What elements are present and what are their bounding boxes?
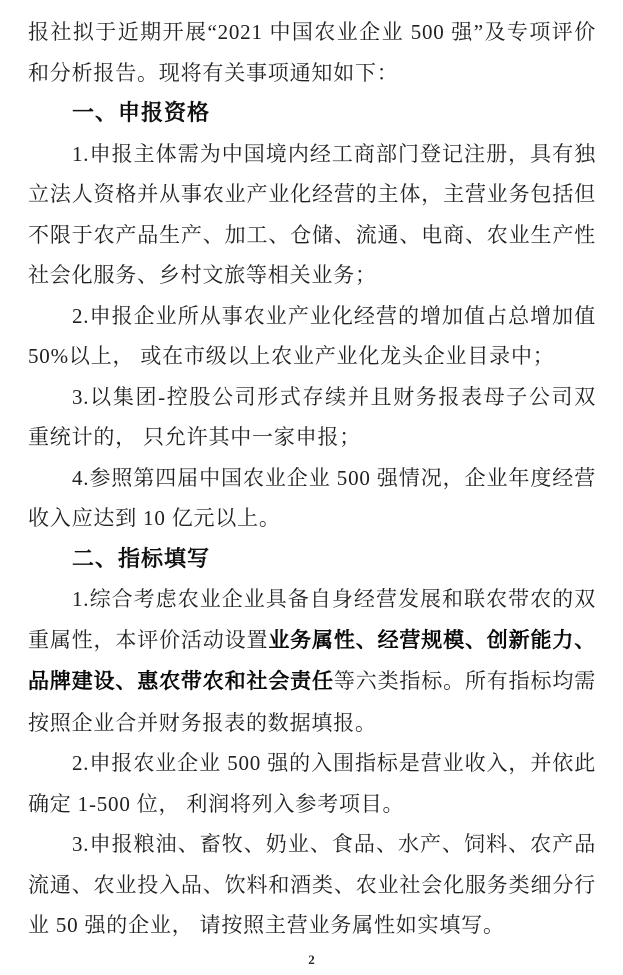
- section-2-item-1-post: 等六类指标。所有指标均需按照企业合并财务报表的数据填报。: [28, 669, 596, 735]
- paragraph-intro-continuation: 报社拟于近期开展“2021 中国农业企业 500 强”及专项评价和分析报告。现将有关事项通知如下：: [28, 20, 596, 85]
- section-2-heading: 二、指标填写: [72, 545, 211, 571]
- section-1-item-2: 2.申报企业所从事农业产业化经营的增加值占总增加值 50%以上， 或在市级以上农业产业化龙头企业目录中；: [28, 303, 596, 368]
- section-2-item-1: [28, 579, 596, 743]
- section-2-item-3: 3.申报粮油、畜牧、奶业、食品、水产、饲料、农产品流通、农业投入品、饮料和酒类、农业社会化服务类细分行业 50 强的企业， 请按照主营业务属性如实填写。: [28, 832, 596, 937]
- section-1-heading: 一、申报资格: [72, 100, 211, 125]
- section-2-item-1-pre: 1.综合考虑农业企业具备自身经营发展和联农带农的双重属性，本评价活动设置: [28, 587, 596, 652]
- section-1-item-4: 4.参照第四届中国农业企业 500 强情况，企业年度经营收入应达到 10 亿元以上。: [28, 465, 596, 530]
- section-1-item-1: 1.申报主体需为中国境内经工商部门登记注册，具有独立法人资格并从事农业产业化经营的主体，主营业务包括但不限于农产品生产、加工、仓储、流通、电商、农业生产性社会化服务、乡村文旅等相关业务；: [28, 141, 596, 287]
- section-2-item-2: 2.申报农业企业 500 强的入围指标是营业收入，并依此确定 1-500 位， 利润将列入参考项目。: [28, 751, 596, 816]
- page-number: 2: [308, 952, 315, 967]
- section-1-item-3: 3.以集团-控股公司形式存续并且财务报表母子公司双重统计的， 只允许其中一家申报；: [28, 384, 596, 449]
- section-2-item-1-bold-indicators: 业务属性、经营规模、创新能力、品牌建设、惠农带农和社会责任: [28, 628, 596, 693]
